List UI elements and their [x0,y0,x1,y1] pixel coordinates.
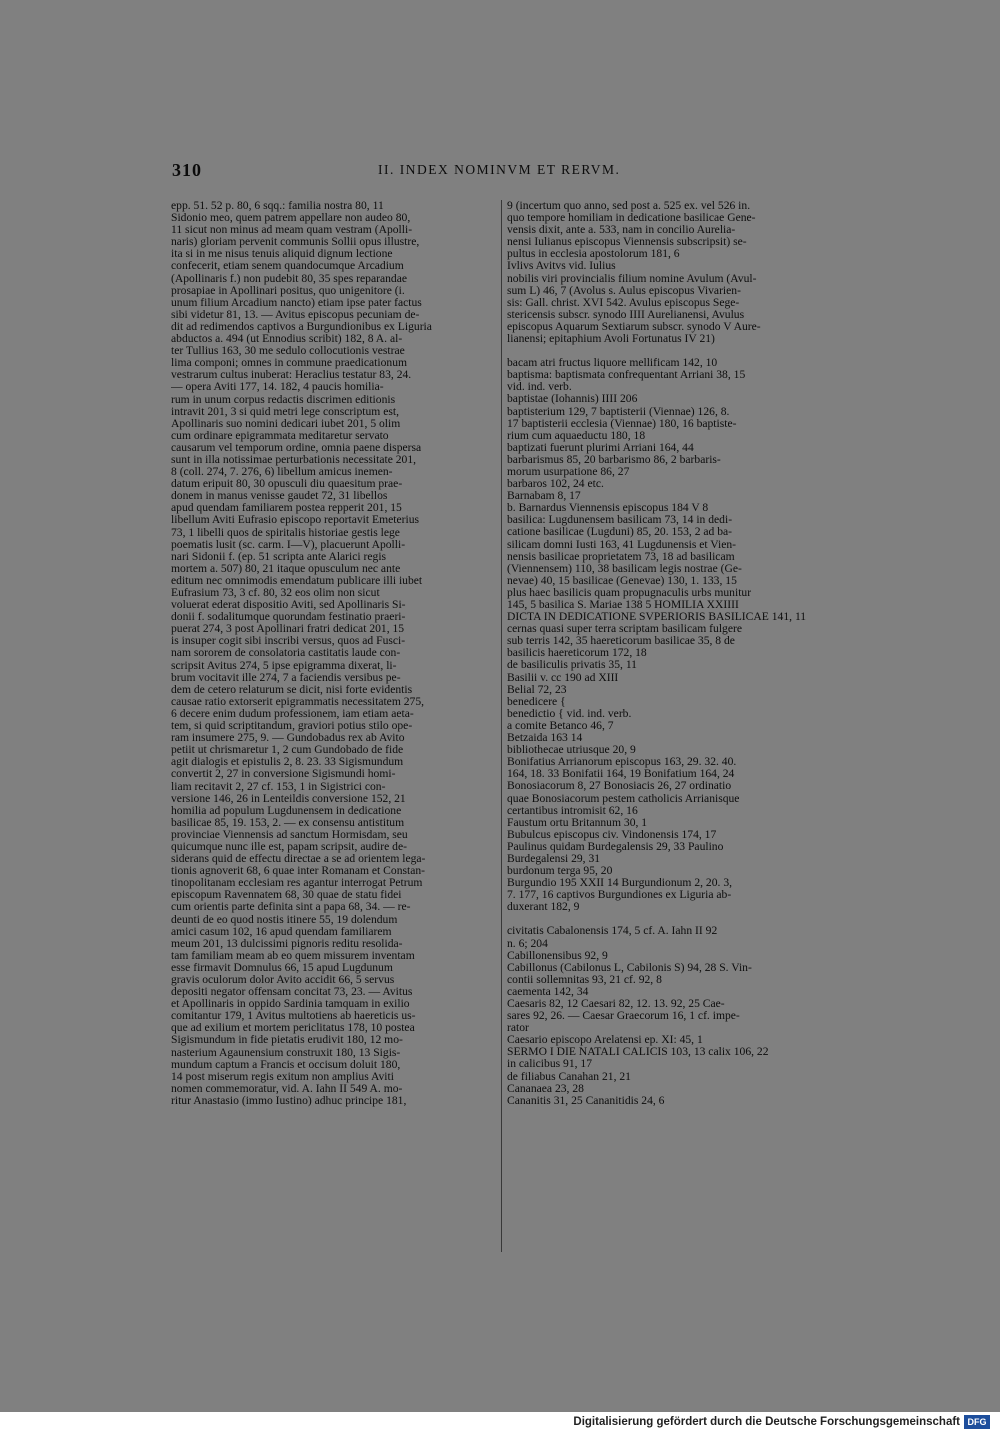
index-line: morum usurpatione 86, 27 [507,464,630,478]
index-line: convertit 2, 27 in conversione Sigismundi homi- [171,767,396,781]
index-line: 11 sicut non minus ad meam quam vestram (Apolli- [171,223,413,237]
page-number: 310 [172,160,202,180]
index-line: sum L) 46, 7 (Avolus s. Aulus episcopus Vivarien- [507,283,741,297]
index-line: Paulinus quidam Burdegalensis 29, 33 Paulino [507,839,724,853]
index-line: de basiliculis privatis 35, 11 [507,658,637,672]
index-line: meum 201, 13 dulcissimi pignoris reditu resolida- [171,936,403,950]
index-line: Bonifatius Arrianorum episcopus 163, 29. 32. 40. [507,755,737,769]
index-line: ter Tullius 163, 30 me sedulo collocutionis vestrae [171,344,405,358]
index-line: quae Bonosiacorum pestem catholicis Arrianisque [507,791,740,805]
index-line: depositi negator offensam concitat 73, 23. — Avitus [171,985,413,999]
index-line: basilica: Lugdunensem basilicam 73, 14 in dedi- [507,513,733,527]
index-line: petiit ut chrismaretur 1, 2 cum Gundobado de fide [171,743,404,757]
index-line: basilicae 85, 19. 153, 2. — ex consensu antistitum [171,815,405,829]
index-line: dem de cetero relaturum se dicit, nisi forte evidentis [171,682,413,696]
index-line: barbaros 102, 24 etc. [507,477,604,491]
index-line: 6 decere enim dudum professionem, iam etiam aeta- [171,706,414,720]
index-line: Betzaida 163 14 [507,731,583,745]
index-line: ram insumere 275, 9. — Gundobadus rex ab Avito [171,731,405,745]
index-line: mortem a. 507) 80, 21 itaque opusculum nec ante [171,561,401,575]
index-line: (Apollinaris f.) non pudebit 80, 35 spes reparandae [171,271,407,285]
left-column [171,200,497,1107]
index-line: 14 post miserum regis exitum non amplius Aviti [171,1069,394,1083]
index-line: lianensi; epitaphium Avoli Fortunatus IV 21) [507,332,715,346]
index-line: burdonum terga 95, 20 [507,864,613,878]
index-line: 73, 1 libelli quos de spiritalis historiae gestis lege [171,525,400,539]
index-line: provinciae Viennensis ad sanctum Hormisdam, seu [171,827,408,841]
index-line: tinopolitanam ecclesiam res agantur interrogat Petrum [171,876,423,890]
index-line: baptistae (Iohannis) IIII 206 [507,392,638,406]
index-line: sunt in illa notissimae perturbationis necessitate 201, [171,452,417,466]
index-line: Caesario episcopo Arelatensi ep. XI: 45, 1 [507,1033,703,1047]
index-line: deunti de eo quod nostis itinere 55, 19 dolendum [171,912,398,926]
index-line: lima componi; omnes in commune praedicationum [171,356,408,370]
index-line: nomen commemoratur, vid. A. Iahn II 549 A. mo- [171,1081,403,1095]
index-line: dit ad redimendos captivos a Burgundionibus ex Liguria [171,319,432,333]
index-line: sares 92, 26. — Caesar Graecorum 16, 1 cf. impe- [507,1009,740,1023]
index-line: cum ordinare epigrammata meditaretur servato [171,428,389,442]
index-line: comitantur 179, 1 Avitus multotiens ab haereticis us- [171,1009,416,1023]
index-line: vid. ind. verb. [507,380,572,394]
index-line: tionis agnoverit 68, 6 quae inter Romanam et Constan- [171,864,426,878]
index-line: cum orientis parte definita sint a papa 68, 34. — re- [171,900,411,914]
index-line: intravit 201, 3 si quid metri lege conscriptum est, [171,404,399,418]
index-line: Eufrasium 73, 3 cf. 80, 32 eos olim non sicut [171,586,380,599]
index-line: editum nec omnimodis emendatum publicare illi iubet [171,573,423,587]
running-head: II. INDEX NOMINVM ET RERVM. [378,162,621,177]
page-header [0,160,1000,190]
index-line: esse firmavit Domnulus 66, 15 apud Lugdunum [171,960,393,974]
index-line: agit dialogis et epistulis 2, 8. 23. 33 Sigismundum [171,755,404,769]
index-line: versione 146, 26 in Lenteildis conversione 152, 21 [171,791,406,805]
index-line: rator [507,1021,529,1035]
index-line: siderans quid de effectu directae a se ad orientem lega- [171,852,426,866]
index-line: SERMO I DIE NATALI CALICIS 103, 13 calix 106, 22 [507,1045,769,1059]
index-line: causae ratio extorserit epigrammatis necessitatem 275, [171,694,425,708]
index-line: gravis oculorum dolor Avito accidit 66, 5 servus [171,973,395,986]
index-line: sibi videtur 81, 13. — Avitus episcopus pecuniam de- [171,307,420,321]
index-line: apud quendam familiarem postea repperit 201, 15 [171,501,402,515]
index-line: duxerant 182, 9 [507,900,580,914]
index-line: benedicere { [507,694,566,708]
index-line: nam sororem de consolatoria castitatis laude con- [171,646,401,660]
index-line: 7. 177, 16 captivos Burgundiones ex Liguria ab- [507,888,732,902]
index-line: civitatis Cabalonensis 174, 5 cf. A. Iahn II 92 [507,924,718,938]
index-line: Bubulcus episcopus civ. Vindonensis 174, 17 [507,827,717,841]
index-line: bacam atri fructus liquore mellificam 142, 10 [507,356,718,370]
index-line: causarum vel temporum ordine, omnia paene dispersa [171,440,422,454]
index-line: Caesaris 82, 12 Caesari 82, 12. 13. 92, 25 Cae- [507,997,725,1010]
index-line: Ivlivs Avitvs vid. Iulius [507,259,616,273]
index-line: quicumque nunc ille est, papam scripsit, audire de- [171,839,407,853]
index-line: episcopum Ravennatem 68, 30 quae de statu fidei [171,888,402,902]
index-line: rum in unum corpus redactis discrimen editionis [171,392,396,406]
index-line: episcopus Aquarum Sextiarum subscr. synodo V Aure- [507,319,761,333]
index-line: datum eripuit 80, 30 opusculi diu quaesitum prae- [171,477,403,491]
index-line: silicam domni Iusti 163, 41 Lugdunensis et Vien- [507,537,737,551]
index-line: Cabillonus (Cabilonus L, Cabilonis S) 94, 28 S. Vin- [507,960,752,974]
index-line: et Apollinaris in oppido Sardinia tamquam in exilio [171,997,410,1011]
index-line: Basilii v. cc 190 ad XIII [507,670,619,684]
index-line: 9 (incertum quo anno, sed post a. 525 ex. vel 526 in. [507,200,751,212]
index-line: unum filium Arcadium nancto) etiam ipse pater factus [171,295,422,309]
index-line: baptisma: baptismata confrequentant Arriani 38, 15 [507,368,746,382]
index-line: nensi Iulianus episcopus Viennensis subscripsit) se- [507,235,747,249]
index-line: vensis dixit, ante a. 533, nam in concilio Aurelia- [507,223,736,237]
index-line: Burgundio 195 XXII 14 Burgundionum 2, 20. 3, [507,876,733,890]
index-line: catione basilicae (Lugduni) 85, 20. 153, 2 ad ba- [507,525,733,539]
index-line: ritur Anastasio (immo Iustino) adhuc principe 181, [171,1093,407,1107]
index-line: Belial 72, 23 [507,682,567,696]
index-line: confecerit, etiam senem quandocumque Arcadium [171,259,404,273]
index-line: stericensis subscr. synodo IIII Aurelianensi, Avulus [507,307,745,321]
right-column [507,200,833,1107]
index-line: ita si in me nisus tenuis aliquid dignum lectione [171,247,393,261]
index-line: nevae) 40, 15 basilicae (Genevae) 130, 1. 133, 15 [507,573,737,587]
index-line: amici casum 102, 16 apud quendam familiarem [171,924,392,938]
index-line: donem in manus venisse gaudet 72, 31 libellos [171,489,388,503]
index-line: abductos a. 494 (ut Ennodius scribit) 182, 8 A. al- [171,332,403,346]
index-line: brum vocitavit ille 274, 7 a faciendis versibus pe- [171,670,401,684]
index-line: Cananaea 23, 28 [507,1081,584,1095]
index-line: nensis basilicae proprietatem 73, 18 ad basilicam [507,549,735,563]
index-line: puerat 274, 3 post Apollinari fratri dedicat 201, 15 [171,622,405,636]
index-line: benedictio { vid. ind. verb. [507,706,632,720]
index-line: epp. 51. 52 p. 80, 6 sqq.: familia nostra 80, 11 [171,200,384,212]
index-line: liam recitavit 2, 27 cf. 153, 1 in Sigistrici con- [171,779,386,793]
index-line: in calicibus 91, 17 [507,1057,593,1071]
index-line: homilia ad populum Lugdunensem in dedicatione [171,803,402,817]
index-line: sub terris 142, 35 haereticorum basilicae 35, 8 de [507,634,735,648]
index-line: 164, 18. 33 Bonifatii 164, 19 Bonifatium 164, 24 [507,767,735,781]
index-line: b. Barnardus Viennensis episcopus 184 V 8 [507,501,709,515]
index-line: barbarismus 85, 20 barbarismo 86, 2 barbaris- [507,452,721,466]
index-line: bibliothecae utriusque 20, 9 [507,743,636,757]
index-line: prosapiae in Apollinari positus, quo unigenitore (i. [171,283,405,297]
index-line: tem, si quid scriptitandum, graviori potius stilo ope- [171,719,413,733]
index-line: DICTA IN DEDICATIONE SVPERIORIS BASILICAE 141, 11 [507,610,807,624]
index-line: poematis lusit (sc. carm. I—V), placuerunt Apolli- [171,537,406,551]
index-line: mundum captum a Francis et occisum doluit 180, [171,1057,401,1071]
index-line: contii sollemnitas 93, 21 cf. 92, 8 [507,972,662,986]
index-line: que ad exilium et mortem periclitatus 178, 10 postea [171,1021,415,1035]
index-line: Barnabam 8, 17 [507,489,581,503]
index-line: de filiabus Canahan 21, 21 [507,1069,631,1083]
index-line: plus haec basilicis quam propugnaculis urbs munitur [507,585,752,599]
index-line: nasterium Agaunensium construxit 180, 13 Sigis- [171,1045,401,1059]
index-line: Burdegalensi 29, 31 [507,851,601,865]
footer-credit: Digitalisierung gefördert durch die Deutsche Forschungsgemeinschaft [573,1416,960,1428]
index-line: Cabillonensibus 92, 9 [507,948,608,962]
index-line: pultus in ecclesia apostolorum 181, 6 [507,247,680,261]
index-line: voluerat ederat dispositio Aviti, sed Apollinaris Si- [171,598,406,612]
index-line: caementa 142, 34 [507,984,589,998]
index-line: basilicis haereticorum 172, 18 [507,646,647,660]
index-line: baptizati fuerunt plurimi Arriani 164, 44 [507,440,694,454]
index-line: quo tempore homiliam in dedicatione basilicae Gene- [507,211,756,225]
index-line: vestrarum cultus inuberat: Heraclius testatur 83, 24. [171,368,412,382]
index-line: rium cum aquaeductu 180, 18 [507,428,646,442]
index-line: Apollinaris suo nomini dedicari iubet 201, 5 olim [171,416,401,430]
index-line: a comite Betanco 46, 7 [507,718,614,732]
index-line: libellum Aviti Eufrasio episcopo reportavit Emeterius [171,513,420,527]
index-line: sis: Gall. christ. XVI 542. Avulus episcopus Sege- [507,295,740,309]
index-line: tam familiam meam ab eo quem missurem inventam [171,948,415,962]
index-line: 145, 5 basilica S. Mariae 138 5 HOMILIA XXIIII [507,598,739,611]
index-line: 8 (coll. 274, 7. 276, 6) libellum amicus inemen- [171,465,393,479]
index-line: nobilis viri provincialis filium nomine Avulum (Avul- [507,271,757,285]
index-line: 17 baptisterii ecclesia (Viennae) 180, 16 baptiste- [507,416,737,430]
index-line: is insuper cogit sibi inscribi versus, quos ad Fusci- [171,634,406,648]
index-line: nari Sidonii f. (ep. 51 scripta ante Alarici regis [171,549,387,563]
index-line: donii f. sodalitumque quorundam festinatio praeri- [171,610,406,624]
index-line: Sidonio meo, quem patrem appellare non audeo 80, [171,211,411,225]
dfg-logo: DFG [964,1415,990,1429]
index-line: Cananitis 31, 25 Cananitidis 24, 6 [507,1093,665,1107]
index-line: certantibus intromisit 62, 16 [507,803,638,817]
index-line: n. 6; 204 [507,936,548,950]
index-line: cernas quasi super terra scriptam basilicam fulgere [507,622,742,636]
index-line: Faustum ortu Britannum 30, 1 [507,815,648,829]
index-line: baptisterium 129, 7 baptisterii (Viennae) 126, 8. [507,404,730,418]
index-line: Sigismundum in fide pietatis erudivit 180, 12 mo- [171,1033,403,1047]
index-line: naris) gloriam pervenit communis Sollii opus illustre, [171,235,420,249]
index-line: — opera Aviti 177, 14. 182, 4 paucis homilia- [171,380,384,394]
index-line: (Viennensem) 110, 38 basilicam legis nostrae (Ge- [507,561,742,575]
footer-bar [0,1412,1000,1434]
index-line: scripsit Avitus 274, 5 ipse epigramma dixerat, li- [171,658,397,672]
index-line: Bonosiacorum 8, 27 Bonosiacis 26, 27 ordinatio [507,779,732,793]
column-divider [501,200,502,1252]
